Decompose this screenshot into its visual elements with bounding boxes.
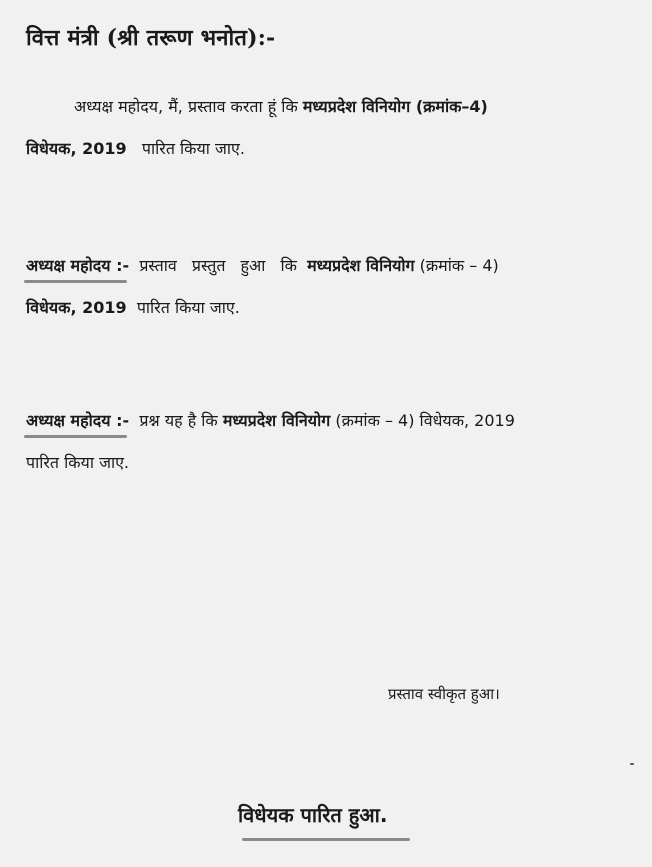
speaker-label: अध्यक्ष महोदय :- xyxy=(26,245,129,287)
speaker-question-line-1 xyxy=(26,400,630,442)
speaker-question-paragraph xyxy=(26,400,630,484)
bill-name: मध्यप्रदेश विनियोग xyxy=(222,411,331,430)
motion-line-2 xyxy=(26,128,630,170)
bill-number: (क्रमांक – 4) xyxy=(419,256,499,275)
bill-name: मध्यप्रदेश विनियोग xyxy=(307,256,415,275)
speaker-proposed-line-1 xyxy=(26,245,630,287)
proposed-text: प्रस्ताव प्रस्तुत हुआ कि xyxy=(139,256,297,275)
question-text: प्रश्न यह है कि xyxy=(139,411,218,430)
proposed-suffix: पारित किया जाए. xyxy=(136,298,240,317)
motion-text: अध्यक्ष महोदय, मैं, प्रस्ताव करता हूं कि xyxy=(74,97,303,116)
motion-suffix: पारित किया जाए. xyxy=(141,139,245,158)
speaker-question-line-2 xyxy=(26,442,630,484)
bill-year: विधेयक, 2019 xyxy=(419,411,515,430)
motion-adopted-text: प्रस्ताव स्वीकृत हुआ। xyxy=(388,685,500,703)
bill-year: विधेयक, 2019 xyxy=(26,298,127,317)
label-underline xyxy=(24,435,127,438)
question-suffix: पारित किया जाए. xyxy=(26,453,130,472)
speaker-proposed-paragraph xyxy=(26,245,630,329)
bill-number: (क्रमांक – 4) xyxy=(335,411,415,430)
bill-passed-underline xyxy=(242,838,410,841)
speaker-heading: वित्त मंत्री (श्री तरूण भनोत):- xyxy=(26,25,276,51)
motion-paragraph xyxy=(26,86,630,170)
label-underline xyxy=(24,280,127,283)
bill-year: विधेयक, 2019 xyxy=(26,139,127,158)
motion-line-1 xyxy=(26,86,630,128)
bill-passed-text: विधेयक पारित हुआ. xyxy=(238,803,388,827)
speaker-proposed-line-2 xyxy=(26,287,630,329)
scan-speck xyxy=(630,763,634,765)
bill-name: मध्यप्रदेश विनियोग (क्रमांक–4) xyxy=(302,97,488,116)
speaker-label: अध्यक्ष महोदय :- xyxy=(26,400,129,442)
